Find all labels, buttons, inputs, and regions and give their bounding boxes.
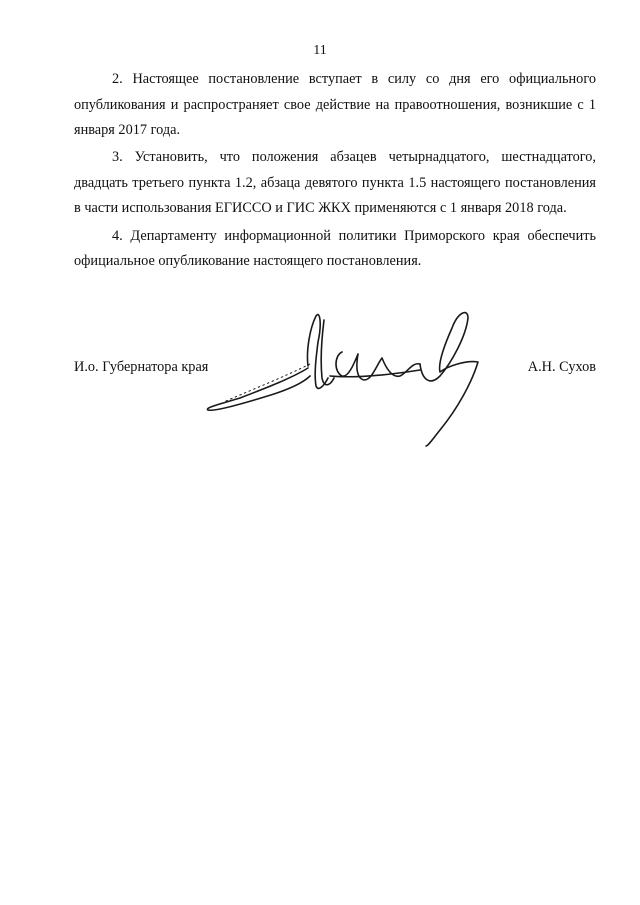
page-number: 11: [313, 43, 327, 58]
handwritten-signature: [196, 306, 496, 451]
paragraph-effective-date: 2. Настоящее постановление вступает в силу со дня его официального опубликования и распространяет свое действие на правоотношения, возникшие с 1 января 2017 года.: [74, 71, 596, 139]
document-body: [74, 67, 596, 276]
signatory-position: И.о. Губернатора края: [74, 359, 209, 375]
signature-strokes: [207, 313, 478, 446]
paragraph-publication: 4. Департаменту информационной политики Приморского края обеспечить официальное опубликование настоящего постановления.: [74, 227, 596, 270]
signatory-name: А.Н. Сухов: [527, 359, 596, 375]
paragraph-application-terms: 3. Установить, что положения абзацев четырнадцатого, шестнадцатого, двадцать третьего пункта 1.2, абзаца девятого пункта 1.5 настоящего постановления в части использования ЕГИССО и ГИС ЖКХ применяются с 1 января 2018 года.: [74, 149, 596, 217]
